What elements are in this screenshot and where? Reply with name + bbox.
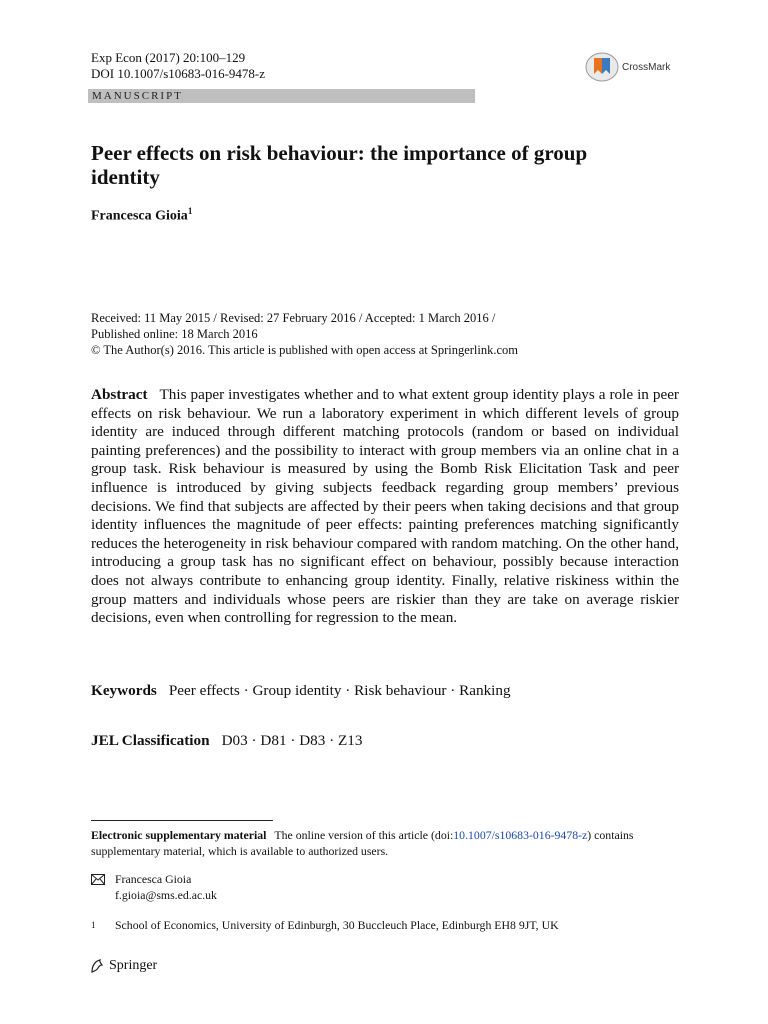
affiliation-number: 1 [91, 920, 96, 930]
crossmark-icon [584, 52, 620, 82]
footnote-divider [91, 820, 273, 821]
article-doi: DOI 10.1007/s10683-016-9478-z [91, 66, 266, 81]
abstract-label: Abstract [91, 386, 148, 403]
journal-info [91, 50, 265, 82]
crossmark-badge[interactable] [584, 52, 670, 82]
esm-text-after: ) contains supplementary material, which is available to authorized users. [91, 828, 634, 858]
jel-codes: D03 · D81 · D83 · Z13 [221, 732, 363, 749]
esm-doi-link[interactable]: 10.1007/s10683-016-9478-z [453, 828, 588, 842]
author-name [91, 206, 192, 225]
abstract [91, 386, 679, 628]
esm-label: Electronic supplementary material [91, 828, 267, 842]
published-online: Published online: 18 March 2016 [91, 327, 258, 341]
article-dates [91, 310, 691, 358]
supplementary-material-note [91, 828, 691, 859]
abstract-text: This paper investigates whether and to what extent group identity plays a role in peer effects on risk behaviour. We run a laboratory experiment in which different levels of group identity are induced through different matching protocols (random or based on individual painting preferences) and the possibility to interact with group members via an online chat in a group task. Risk behaviour is measured by using the Bomb Risk Elicitation Task and peer influence is introduced by giving subjects feedback regarding group members’ previous decisions. We find that subjects are affected by their peers when taking decisions and that group identity influences the magnitude of peer effects: painting preferences matching significantly reduces the heterogeneity in risk behaviour compared with random matching. On the other hand, introducing a group task has no significant effect on behaviour, possibly because interaction does not always contribute to enhancing group identity. Finally, relative riskiness within the group matters and individuals whose peers are riskier than they are take on average riskier decisions, even when controlling for regression to the mean. [91, 386, 679, 627]
author-name-text: Francesca Gioia [91, 208, 188, 224]
jel-label: JEL Classification [91, 732, 210, 749]
keywords-list: Peer effects · Group identity · Risk behaviour · Ranking [168, 682, 511, 699]
affiliation [91, 918, 559, 934]
crossmark-label: CrossMark [622, 61, 671, 73]
received-revised-accepted: Received: 11 May 2015 / Revised: 27 February 2016 / Accepted: 1 March 2016 / [91, 311, 496, 325]
keywords-label: Keywords [91, 682, 157, 699]
jel-classification [91, 732, 362, 750]
contact-email[interactable]: f.gioia@sms.ed.ac.uk [115, 887, 217, 902]
affiliation-text: School of Economics, University of Edinburgh, 30 Buccleuch Place, Edinburgh EH8 9JT, UK [115, 918, 559, 932]
author-affiliation-marker: 1 [187, 206, 193, 216]
publisher-footer [89, 958, 157, 974]
section-label-bar: MANUSCRIPT [88, 89, 475, 103]
copyright-notice: © The Author(s) 2016. This article is published with open access at Springerlink.com [91, 343, 519, 357]
journal-citation: Exp Econ (2017) 20:100–129 [91, 50, 246, 65]
esm-text-before: The online version of this article (doi: [274, 828, 454, 842]
springer-horse-icon [89, 958, 105, 974]
article-title: Peer effects on risk behaviour: the importance of group identity [91, 141, 588, 189]
corresponding-author [91, 872, 217, 903]
keywords [91, 682, 511, 700]
publisher-name: Springer [109, 958, 158, 973]
envelope-icon [91, 874, 105, 885]
contact-name: Francesca Gioia [115, 872, 192, 886]
